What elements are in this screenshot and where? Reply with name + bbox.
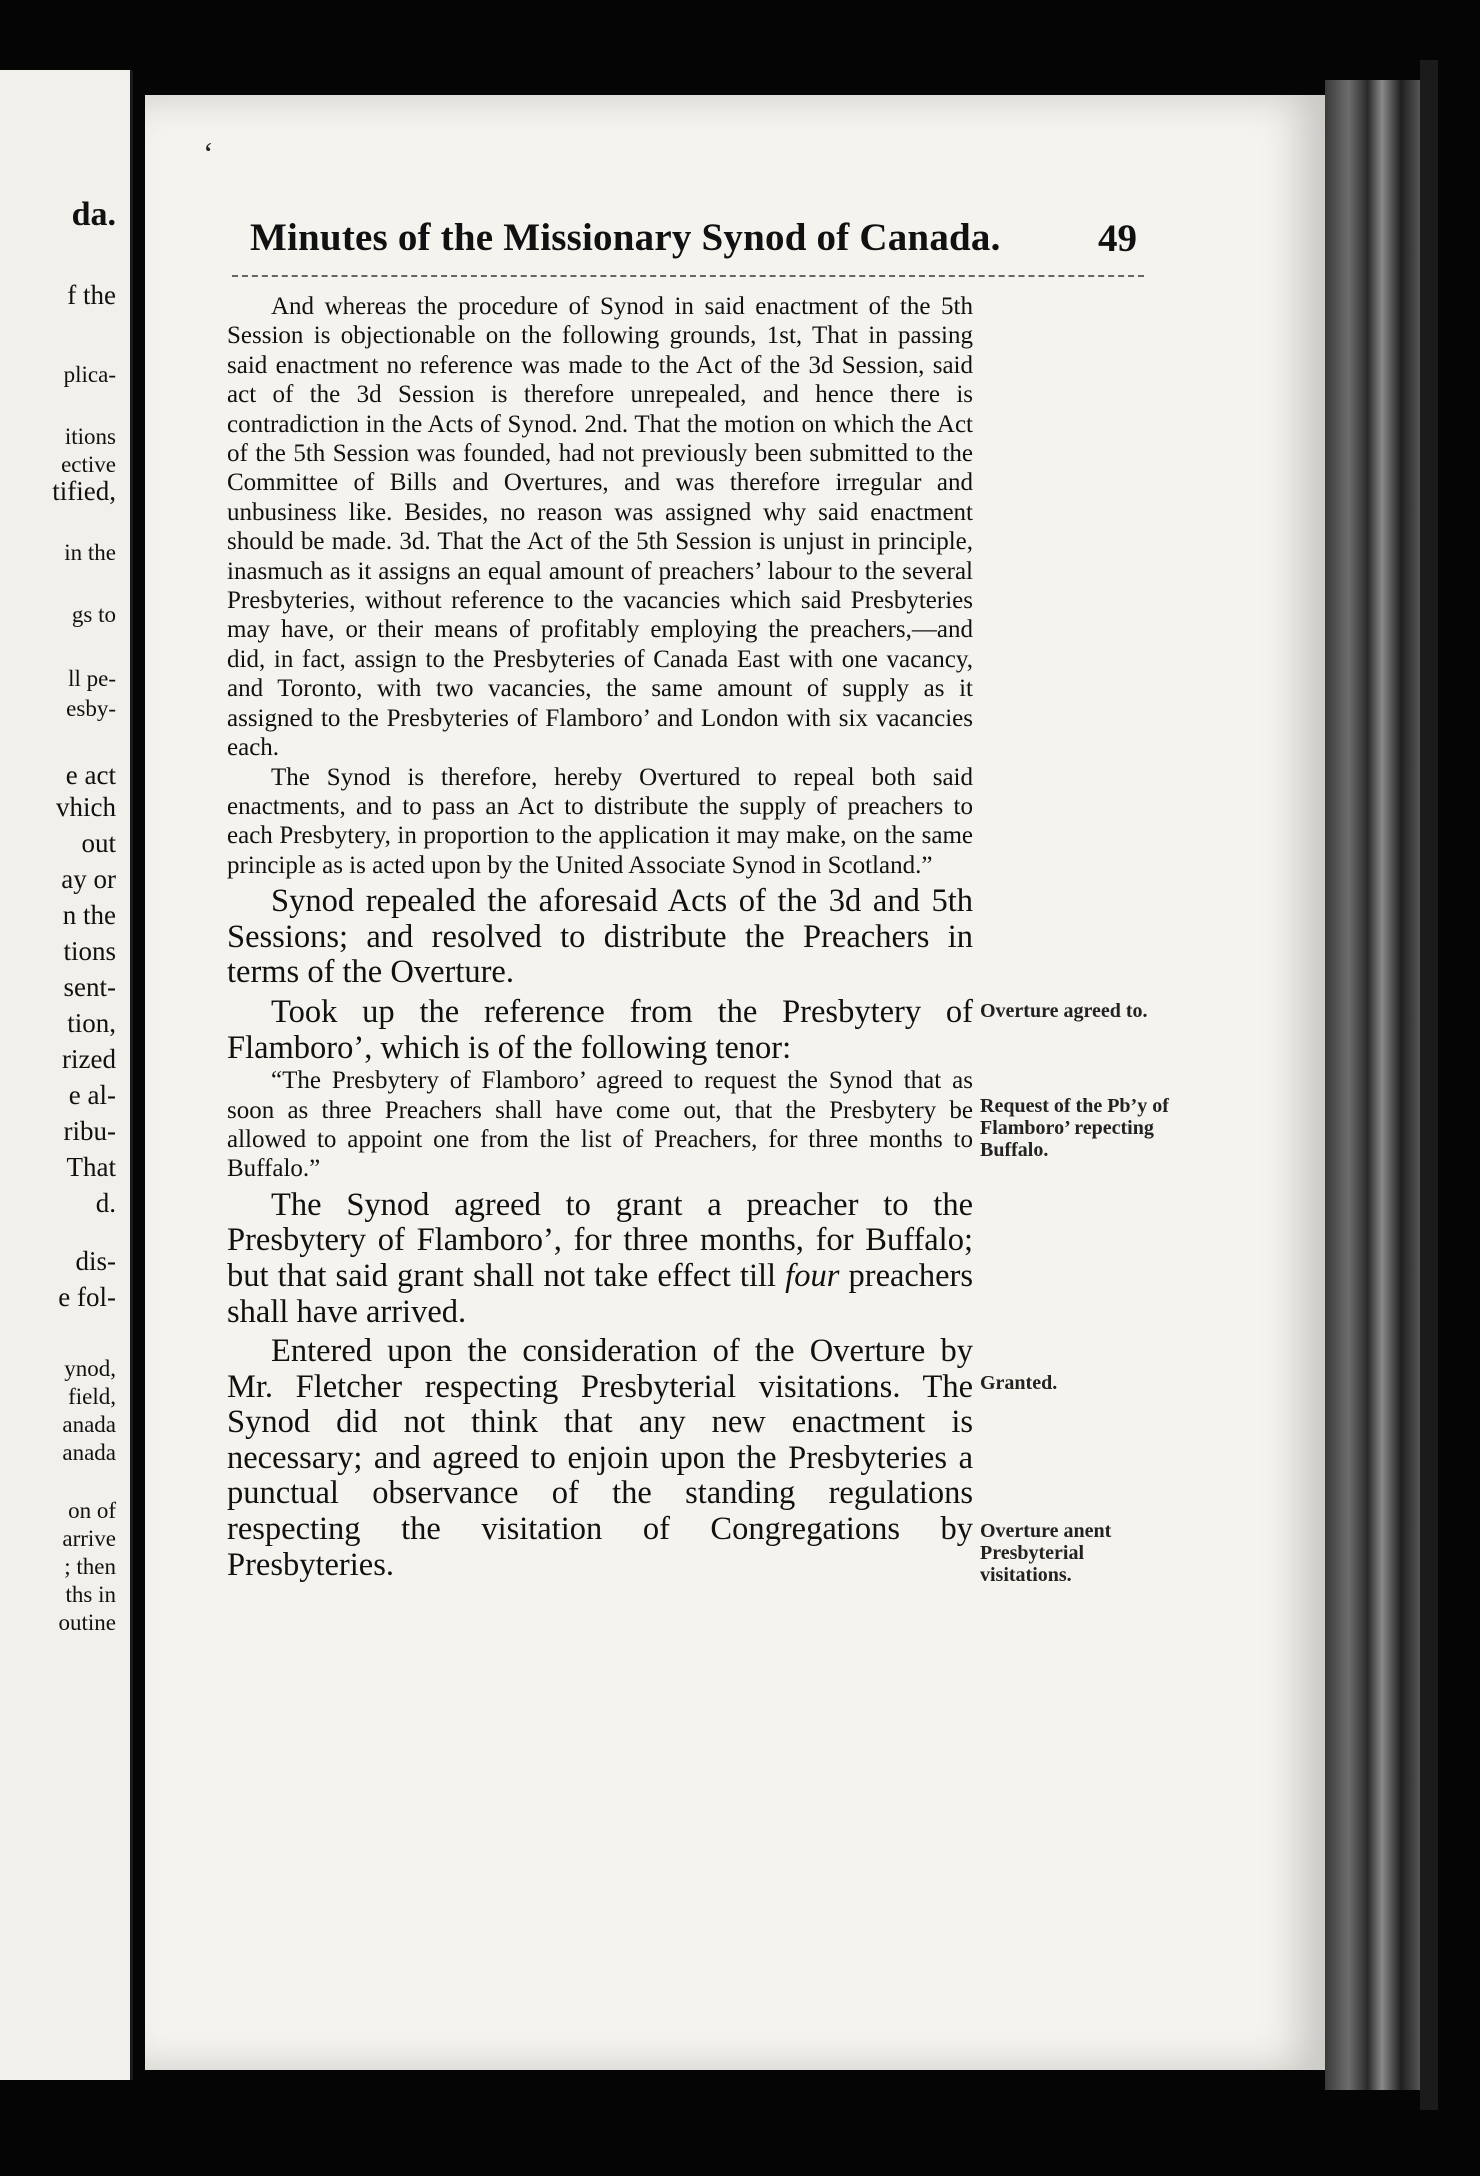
left-fragment: d. [95,1188,116,1218]
margin-note-flamboro-request: Request of the Pb’y of Flamboro’ repecting Buffalo. [980,1095,1169,1161]
left-fragment: anada [62,1440,116,1465]
left-fragment: ribu- [63,1116,116,1146]
left-fragment: n the [62,900,116,930]
left-fragment: field, [68,1384,116,1409]
left-facing-page [0,70,133,2080]
left-fragment: dis- [75,1246,116,1276]
left-fragment: itions [64,424,116,449]
page-number: 49 [1098,217,1137,260]
left-fragment: sent- [63,972,116,1002]
minute-flamboro-reference: Took up the reference from the Presbytery of Flamboro’, which is of the following tenor: [227,993,973,1066]
book-spine-shadow [1420,60,1438,2110]
page-binding-edge [1325,80,1420,2090]
left-fragment: on of [68,1498,116,1523]
minute-grant-preacher [227,1188,973,1330]
page-body [227,292,973,1583]
left-fragment: ll pe- [68,666,116,691]
left-fragment: ynod, [64,1356,116,1381]
left-fragment: anada [62,1412,116,1437]
left-fragment: e fol- [58,1282,116,1312]
minute-repeal-acts: Synod repealed the aforesaid Acts of the 3d and 5th Sessions; and resolved to distribute the Preachers in terms of the Overture. [227,883,973,991]
margin-note-overture-agreed: Overture agreed to. [980,1000,1148,1022]
left-fragment: e al- [68,1080,116,1110]
stray-mark: ‘ [203,135,214,171]
overture-paragraph-whereas: And whereas the procedure of Synod in said enactment of the 5th Session is objectionable on the following grounds, 1st, That in passing said enactment no reference was made to the Act of the 3d Session, said act of the 3d Session is therefore unrepealed, and hence there is contradiction in the Acts of Synod. 2nd. That the motion on which the Act of the 5th Session was founded, had not previously been submitted to the Committee of Bills and Overtures, and was therefore irregular and unbusiness like. Besides, no reason was assigned why said enactment should be made. 3d. That the Act of the 5th Session is unjust in principle, inasmuch as it assigns an equal amount of preachers’ labour to the several Presbyteries, without reference to the vacancies which said Presbyteries may have, or their means of profitably employing the preachers,—and did, in fact, assign to the Presbyteries of Canada East with one vacancy, and Toronto, with two vacancies, the same amount of supply as it assigned to the Presbyteries of Flamboro’ and London with six vacancies each. [227,293,973,762]
left-fragment: That [66,1152,116,1182]
left-fragment: ; then [64,1554,116,1579]
minute-presbyterial-visitations: Entered upon the consideration of the Overture by Mr. Fletcher respecting Presbyterial visitations. The Synod did not think that any new enactment is necessary; and agreed to enjoin upon the Presbyteries a punctual observance of the standing regulations respecting the visitation of Congregations by Presbyteries. [227,1333,973,1583]
margin-note-visitations: Overture anent Presbyterial visitations. [980,1520,1112,1586]
left-fragment: plica- [63,362,116,387]
left-fragment: gs to [71,602,116,627]
page-title: Minutes of the Missionary Synod of Canada. [250,216,1001,259]
left-fragment: outine [58,1610,116,1635]
left-fragment: e act [65,760,116,790]
grant-emphasis: four [785,1257,840,1294]
flamboro-request-quote: “The Presbytery of Flamboro’ agreed to request the Synod that as soon as three Preachers shall have come out, that the Presbytery be allowed to appoint one from the list of Preachers, for three months to Buffalo.” [227,1067,973,1183]
left-fragment: vhich [56,792,116,822]
left-fragment: f the [67,280,116,310]
left-fragment: tions [63,936,116,966]
header-rule [232,275,1144,277]
overture-paragraph-repeal: The Synod is therefore, hereby Overtured to repeal both said enactments, and to pass an Act to distribute the supply of preachers to each Presbytery, in proportion to the application it may make, on the same principle as is acted upon by the United Associate Synod in Scotland.” [227,763,973,879]
left-fragment: da. [71,196,116,233]
left-fragment: in the [64,540,116,565]
grant-text-end: preachers shall have arrived. [227,1257,973,1330]
margin-note-granted: Granted. [980,1372,1058,1394]
left-fragment: out [81,828,116,858]
left-fragment: ths in [65,1582,116,1607]
grant-text-start: The Synod agreed to grant a preacher to the Presbytery of Flamboro’, for three months, for Buffalo; but that said grant shall not take effect till [227,1186,973,1294]
left-fragment: tion, [67,1008,116,1038]
left-fragment: rized [62,1044,116,1074]
left-fragment: ective [61,452,116,477]
left-fragment: esby- [66,696,116,721]
left-fragment: ay or [61,864,116,894]
left-fragment: tified, [52,476,116,506]
left-fragment: arrive [62,1526,116,1551]
